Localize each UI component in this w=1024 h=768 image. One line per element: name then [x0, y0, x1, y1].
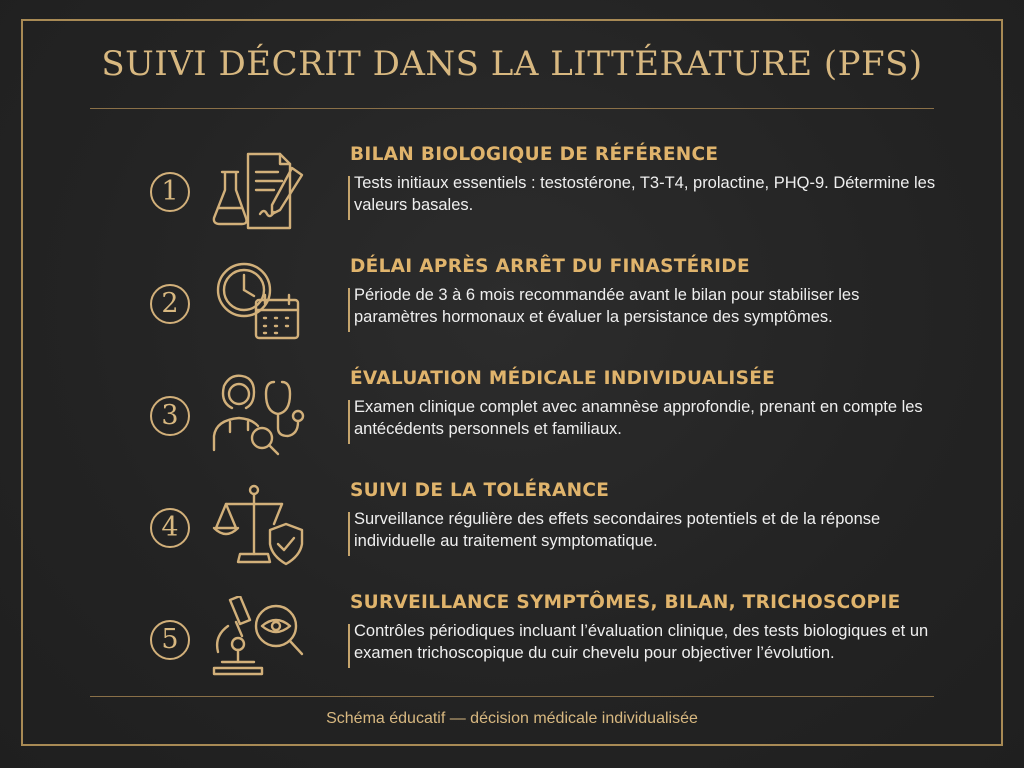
accent-bar	[348, 288, 350, 332]
step-number: 4	[150, 508, 190, 548]
step-title: DÉLAI APRÈS ARRÊT DU FINASTÉRIDE	[350, 256, 750, 277]
step-number: 5	[150, 620, 190, 660]
step-4	[0, 480, 1024, 600]
step-title: SUIVI DE LA TOLÉRANCE	[350, 480, 610, 501]
accent-bar	[348, 512, 350, 556]
lab-flask-document-icon	[208, 148, 308, 234]
step-title: SURVEILLANCE SYMPTÔMES, BILAN, TRICHOSCOPIE	[350, 592, 901, 613]
step-description: Période de 3 à 6 mois recommandée avant le bilan pour stabiliser les paramètres hormonaux et évaluer la persistance des symptômes.	[354, 286, 860, 326]
footer-note: Schéma éducatif — décision médicale individualisée	[326, 710, 698, 727]
accent-bar	[348, 624, 350, 668]
step-number: 1	[150, 172, 190, 212]
accent-bar	[348, 400, 350, 444]
step-description: Examen clinique complet avec anamnèse approfondie, prenant en compte les antécédents personnels et familiaux.	[354, 398, 923, 438]
step-number: 2	[150, 284, 190, 324]
clock-calendar-icon	[208, 260, 308, 346]
step-title: BILAN BIOLOGIQUE DE RÉFÉRENCE	[350, 144, 719, 165]
step-description: Surveillance régulière des effets secondaires potentiels et de la réponse individuelle au traitement symptomatique.	[354, 510, 881, 550]
step-1	[0, 144, 1024, 264]
page-title: SUIVI DÉCRIT DANS LA LITTÉRATURE (PFS)	[101, 44, 923, 84]
step-5	[0, 592, 1024, 712]
accent-bar	[348, 176, 350, 220]
step-number: 3	[150, 396, 190, 436]
step-3	[0, 368, 1024, 488]
doctor-stethoscope-icon	[208, 372, 308, 458]
step-description: Contrôles périodiques incluant l’évaluation clinique, des tests biologiques et un examen trichoscopique du cuir chevelu pour objectiver l’évolution.	[354, 622, 929, 662]
balance-shield-icon	[208, 484, 308, 570]
step-description: Tests initiaux essentiels : testostérone, T3-T4, prolactine, PHQ-9. Détermine les valeurs basales.	[354, 174, 936, 214]
step-2	[0, 256, 1024, 376]
bottom-divider	[90, 696, 934, 697]
microscope-eye-icon	[208, 596, 308, 682]
step-title: ÉVALUATION MÉDICALE INDIVIDUALISÉE	[350, 368, 776, 389]
top-divider	[90, 108, 934, 109]
